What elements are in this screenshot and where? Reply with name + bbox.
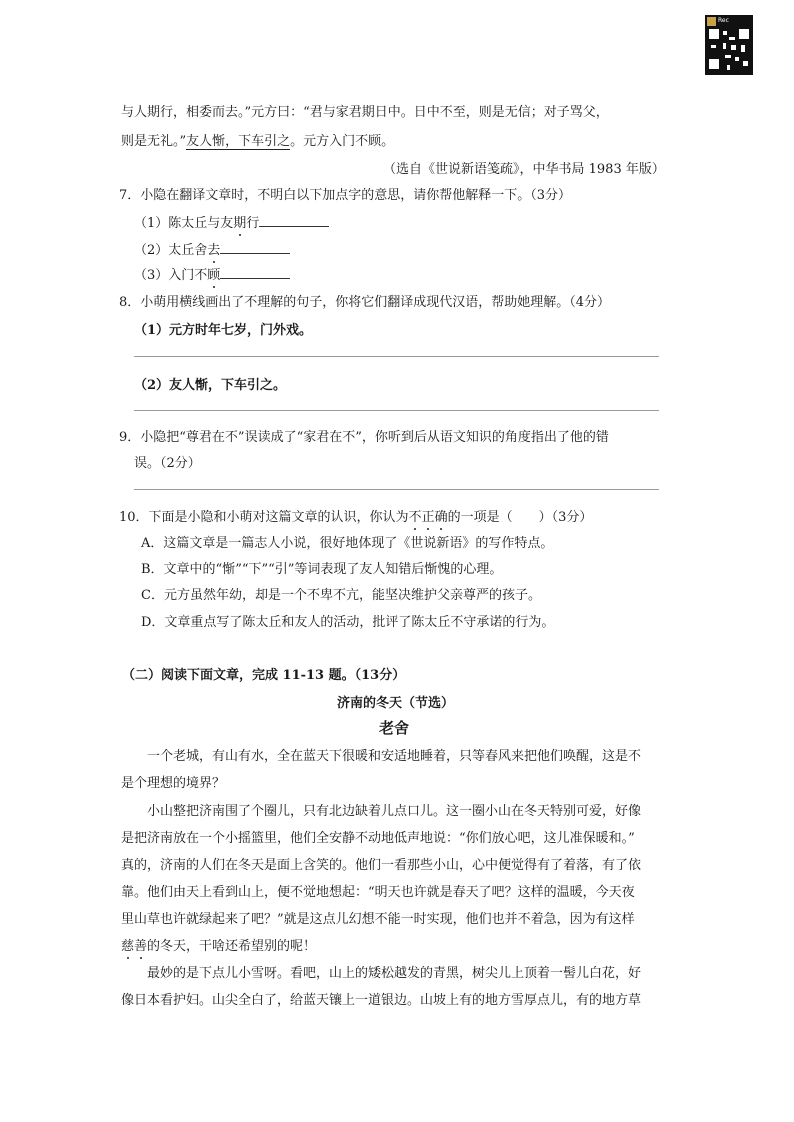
q7-stem: 7．小隐在翻译文章时，不明白以下加点字的意思，请你帮他解释一下。（3分）: [119, 188, 572, 203]
item-number: （2）: [134, 243, 169, 258]
article-line: 靠。他们由天上看到山上，便不觉地想起：“明天也许就是春天了吧？这样的温暖，今天夜: [121, 885, 635, 900]
q9-stem: 误。（2分）: [134, 456, 201, 471]
section-heading: （二）阅读下面文章，完成 11-13 题。（13分）: [122, 668, 406, 683]
article-title: 济南的冬天（节选）: [337, 696, 455, 711]
q8-stem: 8．小萌用横线画出了不理解的句子，你将它们翻译成现代汉语，帮助她理解。（4分）: [119, 295, 611, 310]
article-line: 里山草也许就绿起来了吧？”就是这点儿幻想不能一时实现，他们也并不着急，因为有这样: [121, 912, 635, 927]
article-line: 小山整把济南围了个圈儿，只有北边缺着儿点口儿。这一圈小山在冬天特别可爱，好像: [147, 804, 642, 819]
stem-text: 的一项是（ ）（3分）: [447, 510, 593, 525]
q10-option[interactable]: B．文章中的“惭”“下”“引”等词表现了友人知错后惭愧的心理。: [141, 562, 503, 577]
dotted-char: 期: [233, 216, 247, 231]
q9-stem: 9．小隐把“尊君在不”误读成了“家君在不”，你听到后从语文知识的角度指出了他的错: [119, 430, 609, 445]
dotted-char: 正: [421, 510, 435, 525]
article-line: 像日本看护妇。山尖全白了，给蓝天镶上一道银边。山坡上有的地方雪厚点儿，有的地方草: [121, 993, 642, 1008]
passage-line: 与人期行，相委而去。”元方曰：“君与家君期日中。日中不至，则是无信；对子骂父，: [121, 105, 609, 120]
item-number: （1）: [134, 216, 169, 231]
article-line: 是把济南放在一个小摇篮里，他们全安静不动地低声地说：“你们放心吧，这儿准保暖和。”: [121, 831, 635, 846]
article-line: [121, 935, 316, 954]
passage-text: 则是无礼。”: [121, 134, 187, 149]
item-number: （3）: [134, 268, 169, 283]
passage-text: 。元方入门不顾。: [290, 134, 395, 149]
answer-blank[interactable]: [220, 266, 290, 279]
underlined-sentence: 友人惭，下车引之: [186, 134, 291, 149]
item-text: 陈太丘与友: [168, 216, 234, 231]
dotted-char: 善: [134, 939, 148, 954]
dotted-char: 慈: [121, 939, 135, 954]
q10-stem: [119, 506, 592, 525]
source-citation: （选自《世说新语笺疏》，中华书局 1983 年版）: [383, 162, 665, 177]
answer-line[interactable]: [134, 356, 659, 357]
q7-item: [134, 212, 329, 231]
passage-line: [121, 130, 394, 149]
q10-option[interactable]: A．这篇文章是一篇志人小说，很好地体现了《世说新语》的写作特点。: [141, 536, 554, 551]
dotted-char: 确: [434, 510, 448, 525]
dotted-char: 顾: [207, 268, 221, 283]
article-author: 老舍: [379, 719, 410, 737]
qr-tag: Rec: [718, 17, 729, 24]
article-line: 是个理想的境界？: [121, 776, 226, 791]
article-line: 真的，济南的人们在冬天是面上含笑的。他们一看那些小山，心中便觉得有了着落，有了依: [121, 858, 642, 873]
q10-option[interactable]: D．文章重点写了陈太丘和友人的活动，批评了陈太丘不守承诺的行为。: [141, 615, 555, 630]
article-text: 的冬天，干啥还希望别的呢！: [147, 939, 317, 954]
q7-item: [134, 264, 290, 283]
dotted-char: 去: [207, 243, 221, 258]
article-line: 最妙的是下点儿小雪呀。看吧，山上的矮松越发的青黑，树尖儿上顶着一髻儿白花，好: [147, 966, 642, 981]
item-text: 入门不: [168, 268, 208, 283]
item-text: 太丘舍: [168, 243, 208, 258]
qr-code: [705, 15, 753, 75]
answer-line[interactable]: [134, 489, 659, 490]
q8-item: （1）元方时年七岁，门外戏。: [134, 323, 313, 338]
answer-blank[interactable]: [259, 214, 329, 227]
dotted-char: 不: [408, 510, 422, 525]
answer-line[interactable]: [134, 410, 659, 411]
stem-text: 10．下面是小隐和小萌对这篇文章的认识，你认为: [119, 510, 409, 525]
item-text: 行: [246, 216, 260, 231]
q7-item: [134, 239, 290, 258]
article-line: 一个老城，有山有水，全在蓝天下很暖和安适地睡着，只等春风来把他们唤醒，这是不: [147, 749, 642, 764]
logo-icon: [707, 17, 716, 26]
q10-option[interactable]: C．元方虽然年幼，却是一个不卑不亢，能坚决维护父亲尊严的孩子。: [141, 588, 541, 603]
q8-item: （2）友人惭，下车引之。: [134, 378, 287, 393]
answer-blank[interactable]: [220, 241, 290, 254]
